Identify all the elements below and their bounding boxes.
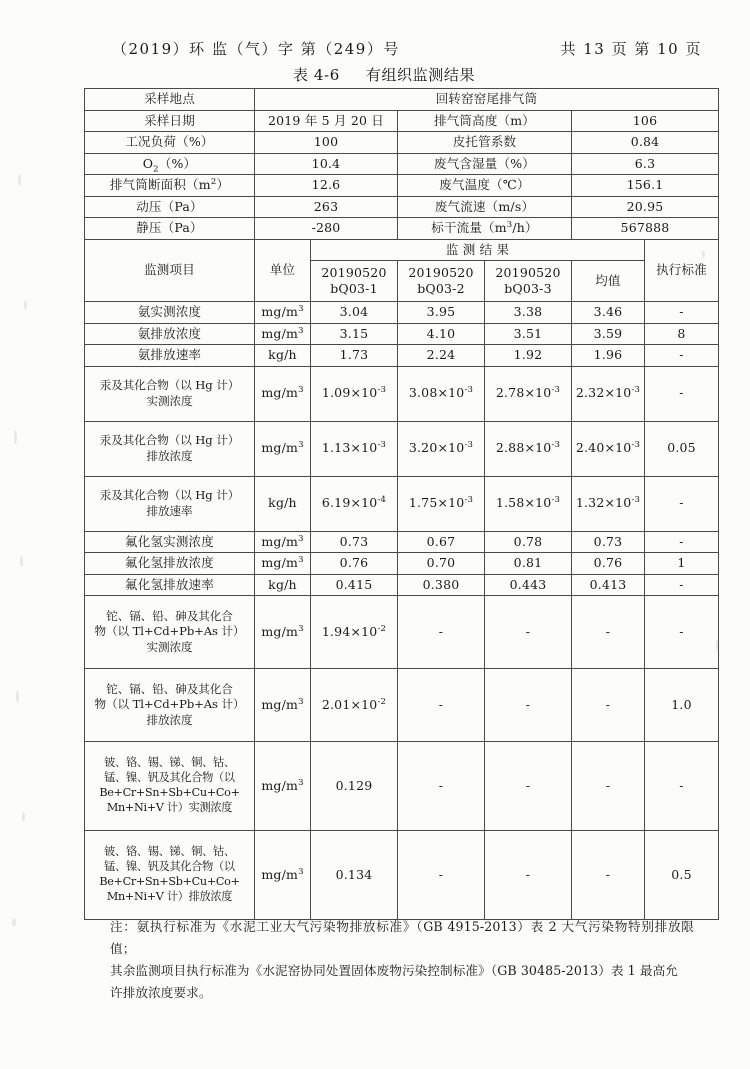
table-row-sampling-date	[85, 110, 719, 132]
label-pitot-coefficient: 皮托管系数	[398, 132, 572, 154]
cell-sample-3: 0.81	[485, 553, 572, 575]
item-name: 汞及其化合物（以 Hg 计） 实测浓度	[85, 366, 255, 421]
label-stack-area: 排气筒断面积$(m^2)$	[85, 175, 255, 197]
table-row	[85, 831, 719, 920]
item-name: 汞及其化合物（以 Hg 计） 排放速率	[85, 476, 255, 531]
value-static-pressure: -280	[255, 218, 398, 240]
item-unit: kg/h	[255, 476, 311, 531]
header-unit: 单位	[255, 239, 311, 302]
sample-1-code: bQ03-1	[330, 281, 378, 296]
item-name: 氨排放浓度	[85, 323, 255, 345]
cell-sample-3: $2.78\times 10^{-3}$	[485, 366, 572, 421]
cell-sample-1: 3.04	[311, 302, 398, 324]
cell-sample-1: 0.415	[311, 574, 398, 596]
sample-2-date: 20190520	[408, 264, 474, 280]
item-name: 氟化氢实测浓度	[85, 531, 255, 553]
header-item: 监测项目	[85, 239, 255, 302]
cell-sample-2: 2.24	[398, 345, 485, 367]
cell-sample-2: 0.70	[398, 553, 485, 575]
cell-average: 0.413	[572, 574, 645, 596]
cell-standard: 8	[645, 323, 719, 345]
cell-sample-2: -	[398, 742, 485, 831]
table-row-sampling-location	[85, 89, 719, 111]
cell-standard: 0.05	[645, 421, 719, 476]
label-static-pressure: 静压（Pa）	[85, 218, 255, 240]
page-number-label: 共 13 页 第 10 页	[560, 40, 702, 58]
sample-3-code: bQ03-3	[504, 281, 552, 296]
cell-sample-1: 0.76	[311, 553, 398, 575]
item-unit: $mg/m^3$	[255, 553, 311, 575]
cell-standard: -	[645, 596, 719, 669]
table-row	[85, 596, 719, 669]
cell-sample-3: 0.78	[485, 531, 572, 553]
table-row	[85, 531, 719, 553]
cell-sample-3: -	[485, 669, 572, 742]
label-gas-velocity: 废气流速（m/s）	[398, 196, 572, 218]
cell-average: $2.32\times 10^{-3}$	[572, 366, 645, 421]
table-row-stack-area	[85, 175, 719, 197]
table-row	[85, 366, 719, 421]
label-dynamic-pressure: 动压（Pa）	[85, 196, 255, 218]
value-gas-temperature: 156.1	[572, 175, 719, 197]
footnote-line-1: 注：氨执行标准为《水泥工业大气污染物排放标准》（GB 4915-2013）表 2 大气污染物特别排放限值；	[110, 919, 694, 957]
cell-sample-2: -	[398, 669, 485, 742]
item-unit: $mg/m^3$	[255, 421, 311, 476]
label-operating-load: 工况负荷（%）	[85, 132, 255, 154]
table-row	[85, 574, 719, 596]
label-sampling-location: 采样地点	[85, 89, 255, 111]
table-footnote	[110, 916, 694, 1004]
cell-sample-1: 0.73	[311, 531, 398, 553]
cell-sample-3: $2.88\times 10^{-3}$	[485, 421, 572, 476]
item-unit: $mg/m^3$	[255, 531, 311, 553]
cell-sample-3: -	[485, 596, 572, 669]
item-name: 氟化氢排放浓度	[85, 553, 255, 575]
footnote-line-3: 许排放浓度要求。	[110, 985, 212, 1001]
cell-sample-3: $1.58\times 10^{-3}$	[485, 476, 572, 531]
value-stack-height: 106	[572, 110, 719, 132]
cell-standard: -	[645, 574, 719, 596]
item-name: 氨排放速率	[85, 345, 255, 367]
cell-sample-2: -	[398, 831, 485, 920]
value-pitot-coefficient: 0.84	[572, 132, 719, 154]
table-row-dynamic-pressure	[85, 196, 719, 218]
monitoring-results-table	[84, 88, 719, 920]
item-name: 氟化氢排放速率	[85, 574, 255, 596]
value-oxygen: 10.4	[255, 153, 398, 175]
value-dynamic-pressure: 263	[255, 196, 398, 218]
cell-sample-1: 1.73	[311, 345, 398, 367]
cell-sample-1: $1.94\times 10^{-2}$	[311, 596, 398, 669]
cell-sample-1: $1.09\times 10^{-3}$	[311, 366, 398, 421]
table-row-load	[85, 132, 719, 154]
value-standard-flow: 567888	[572, 218, 719, 240]
cell-sample-2: 0.380	[398, 574, 485, 596]
value-gas-velocity: 20.95	[572, 196, 719, 218]
table-row	[85, 345, 719, 367]
header-results: 监 测 结 果	[311, 239, 645, 261]
cell-sample-1: $6.19\times 10^{-4}$	[311, 476, 398, 531]
cell-sample-3: 0.443	[485, 574, 572, 596]
cell-standard: 0.5	[645, 831, 719, 920]
cell-standard: 1.0	[645, 669, 719, 742]
cell-standard: -	[645, 531, 719, 553]
item-unit: $mg/m^3$	[255, 302, 311, 324]
sample-1-date: 20190520	[321, 264, 387, 280]
label-oxygen: $O_2(\%)$	[85, 153, 255, 175]
item-name: 铍、铬、锡、锑、铜、钴、 锰、镍、钒及其化合物（以 Be+Cr+Sn+Sb+Cu+Co+ Mn+Ni+V 计）排放浓度	[85, 831, 255, 920]
label-moisture: 废气含湿量（%）	[398, 153, 572, 175]
cell-sample-2: 4.10	[398, 323, 485, 345]
document-number: （2019）环 监（气）字 第（249）号	[112, 40, 400, 58]
item-unit: $mg/m^3$	[255, 831, 311, 920]
item-unit: kg/h	[255, 345, 311, 367]
sample-3-date: 20190520	[495, 264, 561, 280]
header-standard: 执行标准	[645, 239, 719, 302]
item-name: 铊、镉、铅、砷及其化合 物（以 Tl+Cd+Pb+As 计） 排放浓度	[85, 669, 255, 742]
cell-sample-3: -	[485, 742, 572, 831]
cell-average: -	[572, 596, 645, 669]
table-row	[85, 553, 719, 575]
cell-average: -	[572, 831, 645, 920]
cell-average: 1.96	[572, 345, 645, 367]
cell-sample-1: $1.13\times 10^{-3}$	[311, 421, 398, 476]
label-sampling-date: 采样日期	[85, 110, 255, 132]
table-header-results-group	[85, 239, 719, 261]
item-name: 氨实测浓度	[85, 302, 255, 324]
cell-sample-3: -	[485, 831, 572, 920]
table-row	[85, 669, 719, 742]
cell-sample-2: -	[398, 596, 485, 669]
table-row	[85, 476, 719, 531]
value-operating-load: 100	[255, 132, 398, 154]
value-sampling-location: 回转窑窑尾排气筒	[255, 89, 719, 111]
page-header	[0, 38, 750, 59]
cell-average: 0.73	[572, 531, 645, 553]
cell-standard: -	[645, 366, 719, 421]
header-sample-1	[311, 261, 398, 302]
cell-sample-2: $3.08\times 10^{-3}$	[398, 366, 485, 421]
table-row-static-pressure	[85, 218, 719, 240]
table-caption	[0, 64, 750, 85]
cell-standard: -	[645, 302, 719, 324]
item-unit: $mg/m^3$	[255, 366, 311, 421]
cell-standard: -	[645, 476, 719, 531]
item-name: 铊、镉、铅、砷及其化合 物（以 Tl+Cd+Pb+As 计） 实测浓度	[85, 596, 255, 669]
cell-sample-3: 3.38	[485, 302, 572, 324]
cell-sample-1: 3.15	[311, 323, 398, 345]
cell-sample-2: $1.75\times 10^{-3}$	[398, 476, 485, 531]
value-stack-area: 12.6	[255, 175, 398, 197]
cell-average: 0.76	[572, 553, 645, 575]
cell-standard: -	[645, 345, 719, 367]
label-standard-flow: 标干流量$(m^3/h)$	[398, 218, 572, 240]
table-row	[85, 742, 719, 831]
cell-sample-2: $3.20\times 10^{-3}$	[398, 421, 485, 476]
cell-average: -	[572, 669, 645, 742]
table-row	[85, 421, 719, 476]
cell-average: -	[572, 742, 645, 831]
item-name: 汞及其化合物（以 Hg 计） 排放浓度	[85, 421, 255, 476]
header-sample-3	[485, 261, 572, 302]
value-sampling-date: 2019 年 5 月 20 日	[255, 110, 398, 132]
sample-2-code: bQ03-2	[417, 281, 465, 296]
cell-average: $2.40\times 10^{-3}$	[572, 421, 645, 476]
cell-average: 3.46	[572, 302, 645, 324]
item-unit: $mg/m^3$	[255, 323, 311, 345]
table-row	[85, 302, 719, 324]
table-number: 表 4-6	[292, 66, 340, 84]
cell-average: 3.59	[572, 323, 645, 345]
cell-standard: 1	[645, 553, 719, 575]
item-unit: kg/h	[255, 574, 311, 596]
label-gas-temperature: 废气温度（℃）	[398, 175, 572, 197]
cell-sample-2: 0.67	[398, 531, 485, 553]
table-name: 有组织监测结果	[365, 66, 476, 84]
label-stack-height: 排气筒高度（m）	[398, 110, 572, 132]
cell-sample-1: 0.134	[311, 831, 398, 920]
item-name: 铍、铬、锡、锑、铜、钴、 锰、镍、钒及其化合物（以 Be+Cr+Sn+Sb+Cu+Co+ Mn+Ni+V 计）实测浓度	[85, 742, 255, 831]
item-unit: $mg/m^3$	[255, 596, 311, 669]
cell-average: $1.32\times 10^{-3}$	[572, 476, 645, 531]
header-sample-2	[398, 261, 485, 302]
table-row	[85, 323, 719, 345]
cell-standard: -	[645, 742, 719, 831]
value-moisture: 6.3	[572, 153, 719, 175]
cell-sample-3: 3.51	[485, 323, 572, 345]
table-row-oxygen	[85, 153, 719, 175]
header-average: 均值	[572, 261, 645, 302]
cell-sample-1: 0.129	[311, 742, 398, 831]
item-unit: $mg/m^3$	[255, 669, 311, 742]
cell-sample-1: $2.01\times 10^{-2}$	[311, 669, 398, 742]
cell-sample-2: 3.95	[398, 302, 485, 324]
item-unit: $mg/m^3$	[255, 742, 311, 831]
footnote-line-2: 其余监测项目执行标准为《水泥窑协同处置固体废物污染控制标准》（GB 30485-2013）表 1 最高允	[110, 963, 678, 979]
cell-sample-3: 1.92	[485, 345, 572, 367]
